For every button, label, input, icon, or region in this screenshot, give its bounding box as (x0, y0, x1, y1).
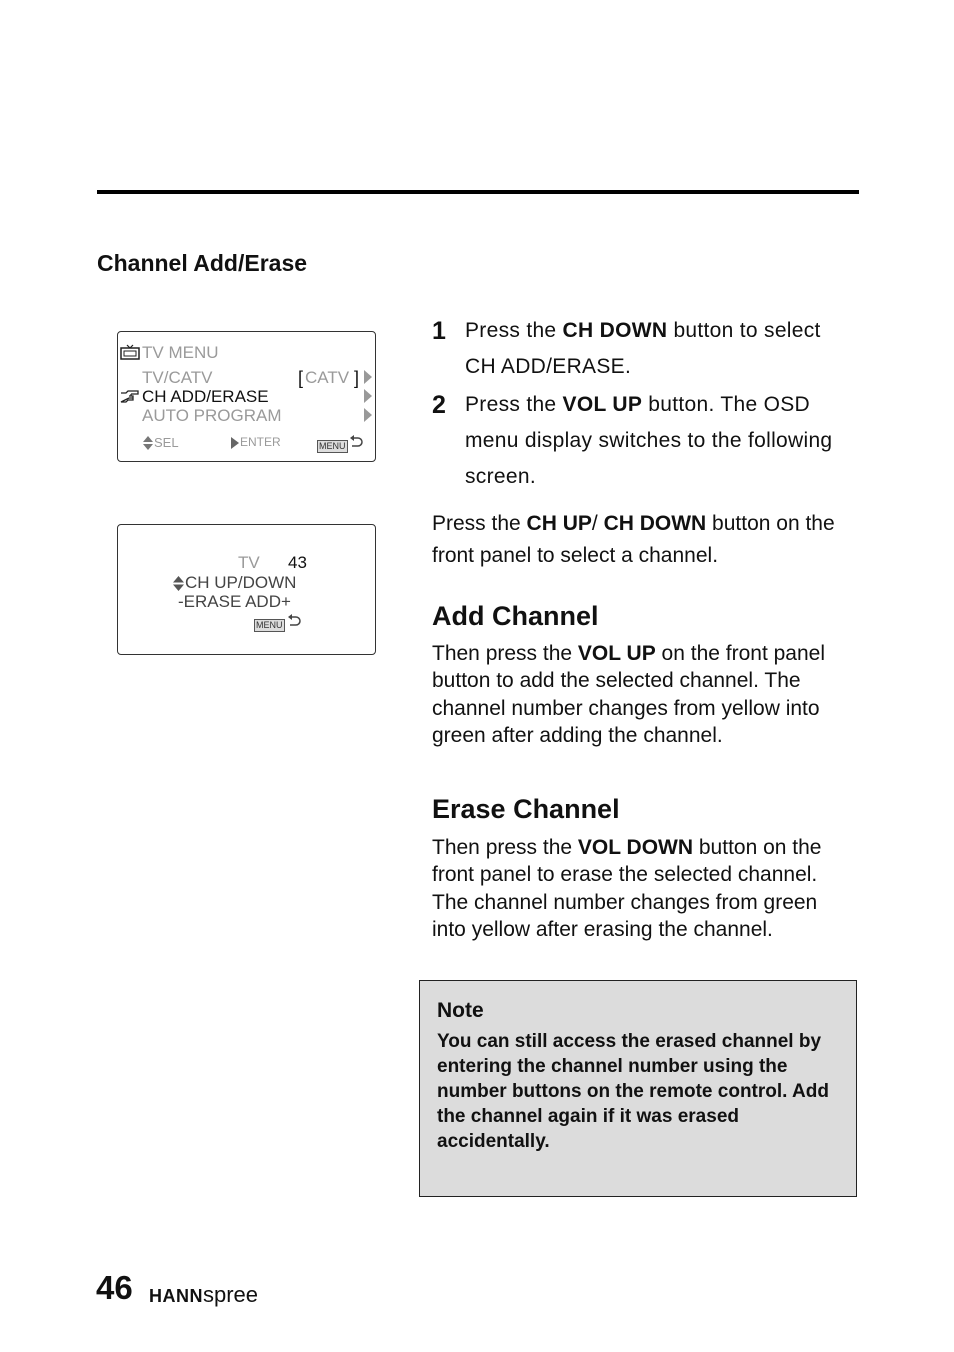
select-channel-paragraph: Press the CH UP/ CH DOWN button on the front panel to select a channel. (432, 512, 835, 567)
page-number: 46 (96, 1269, 133, 1306)
return-icon (349, 435, 363, 452)
osd-ch-updown: CH UP/DOWN (185, 573, 297, 592)
menu-key-icon: MENU (256, 620, 283, 630)
osd-nav-enter: ENTER (240, 435, 281, 449)
step-number: 2 (432, 391, 446, 419)
osd-title: TV MENU (142, 343, 219, 362)
right-arrow-icon (231, 437, 239, 451)
step-text: Press the CH DOWN button to select CH ADD/ERASE. (465, 319, 821, 378)
osd-row-ch-add-erase: CH ADD/ERASE (142, 387, 269, 406)
step-2 (432, 387, 845, 495)
right-arrow-icon (364, 408, 372, 422)
return-icon (287, 614, 301, 631)
note-title: Note (437, 999, 484, 1022)
osd-channel-number: 43 (288, 553, 307, 572)
top-rule (97, 190, 859, 194)
up-down-arrow-icon (143, 436, 153, 452)
left-bracket-icon: [ (298, 368, 304, 388)
erase-channel-text: Then press the VOL DOWN button on the front panel to erase the selected channel. The channel number changes from green into yellow after erasing the channel. (432, 836, 822, 941)
osd-erase-add: -ERASE ADD+ (178, 592, 291, 611)
add-channel-text: Then press the VOL UP on the front panel button to add the selected channel. The channel number changes from yellow into green after adding the channel. (432, 642, 826, 747)
erase-channel-heading: Erase Channel (432, 794, 620, 824)
right-arrow-icon (364, 370, 372, 384)
note-body: You can still access the erased channel by entering the channel number using the number buttons on the remote control. Add the channel again if it was erased accidentally. (437, 1031, 829, 1152)
osd-source: TV (238, 553, 260, 572)
note-box (419, 980, 857, 1197)
osd-menu-screen (117, 331, 376, 462)
right-arrow-icon (364, 389, 372, 403)
tv-icon (120, 344, 140, 363)
osd-row-auto-program: AUTO PROGRAM (142, 406, 282, 425)
osd-row-tv-catv-value: CATV (305, 368, 350, 387)
menu-key-icon: MENU (319, 441, 346, 451)
brand-logo: HANNspree (149, 1282, 259, 1307)
add-channel-heading: Add Channel (432, 601, 599, 631)
section-title: Channel Add/Erase (97, 250, 308, 276)
pointing-hand-icon (119, 388, 141, 407)
osd-nav-sel: SEL (154, 435, 179, 450)
osd-row-tv-catv: TV/CATV (142, 368, 213, 387)
osd-channel-screen (117, 524, 376, 655)
right-bracket-icon: ] (354, 368, 360, 388)
step-text: Press the VOL UP button. The OSD menu display switches to the following screen. (465, 393, 833, 488)
step-number: 1 (432, 317, 446, 345)
step-1 (432, 313, 845, 385)
